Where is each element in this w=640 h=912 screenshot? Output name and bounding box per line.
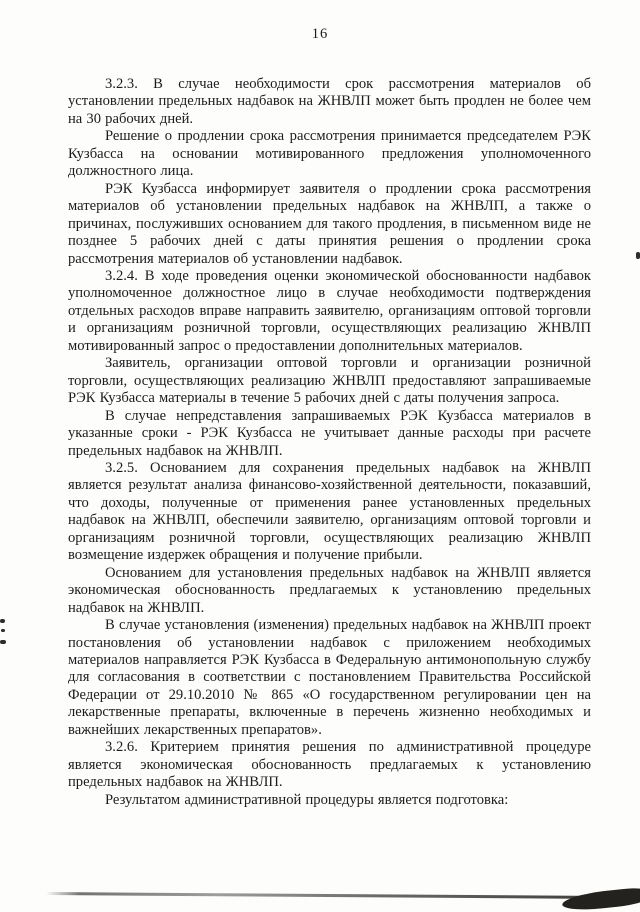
- paragraph: 3.2.3. В случае необходимости срок рассмотрения материалов об установлении предельных надбавок на ЖНВЛП может быть продлен не более чем на 30 рабочих дней.: [68, 76, 591, 127]
- paragraph: РЭК Кузбасса информирует заявителя о продлении срока рассмотрения материалов об установлении предельных надбавок на ЖНВЛП, а также о причинах, послуживших основанием для такого продления, в письменном виде не позднее 5 рабочих дней с даты принятия решения о продлении срока рассмотрения материалов об установлении надбавок.: [68, 180, 591, 267]
- paragraph: Решение о продлении срока рассмотрения принимается председателем РЭК Кузбасса на основании мотивированного предложения уполномоченного должностного лица.: [68, 128, 591, 180]
- paragraph: Результатом административной процедуры является подготовка:: [105, 791, 509, 808]
- scan-artifact-bottom-corner: [561, 887, 640, 912]
- paragraph: Заявитель, организации оптовой торговли и организации розничной торговли, осуществляющих реализацию ЖНВЛП предоставляют запрашиваемые РЭК Кузбасса материалы в течение 5 рабочих дней с даты получения запроса.: [68, 355, 591, 407]
- scan-artifact-right-edge: [636, 252, 640, 259]
- paragraph: Основанием для установления предельных надбавок на ЖНВЛП является экономическая обоснованность предлагаемых к установлению предельных надбавок на ЖНВЛП.: [68, 564, 591, 616]
- scan-artifact-left-edge: [0, 640, 6, 644]
- page-number: 16: [311, 26, 329, 42]
- paragraph: 3.2.5. Основанием для сохранения предельных надбавок на ЖНВЛП является результат анализа финансово-хозяйственной деятельности, показавший, что доходы, полученные от применения ранее установленных предельных надбавок на ЖНВЛП, обеспечили заявителю, организациям оптовой торговли и организациям розничной торговли, осуществляющих реализацию ЖНВЛП возмещение издержек обращения и получение прибыли.: [68, 459, 591, 564]
- scan-artifact-left-edge: [1, 629, 5, 632]
- paragraph: 3.2.6. Критерием принятия решения по административной процедуре является экономическая обоснованность предлагаемых к установлению предельных надбавок на ЖНВЛП.: [68, 739, 591, 791]
- scan-artifact-left-edge: [0, 619, 5, 623]
- paragraph: В случае установления (изменения) предельных надбавок на ЖНВЛП проект постановления об установлении надбавок с приложением необходимых материалов направляется РЭК Кузбасса в Федеральную антимонопольную службу для согласования в соответствии с постановлением Правительства Российской Федерации от 29.10.2010 № 865 «О государственном регулировании цен на лекарственные препараты, включенные в перечень жизненно необходимых и важнейших лекарственных препаратов».: [68, 617, 591, 738]
- paragraph: В случае непредставления запрашиваемых РЭК Кузбасса материалов в указанные сроки - РЭК Кузбасса не учитывает данные расходы при расчете предельных надбавок на ЖНВЛП.: [68, 407, 591, 459]
- paragraph: 3.2.4. В ходе проведения оценки экономической обоснованности надбавок уполномоченное должностное лицо в случае необходимости подтверждения отдельных расходов вправе направить заявителю, организациям оптовой торговли и организациям розничной торговли, осуществляющих реализацию ЖНВЛП мотивированный запрос о предоставлении дополнительных материалов.: [68, 267, 591, 354]
- document-body: [68, 76, 591, 809]
- scan-artifact-bottom-streak: [46, 892, 611, 899]
